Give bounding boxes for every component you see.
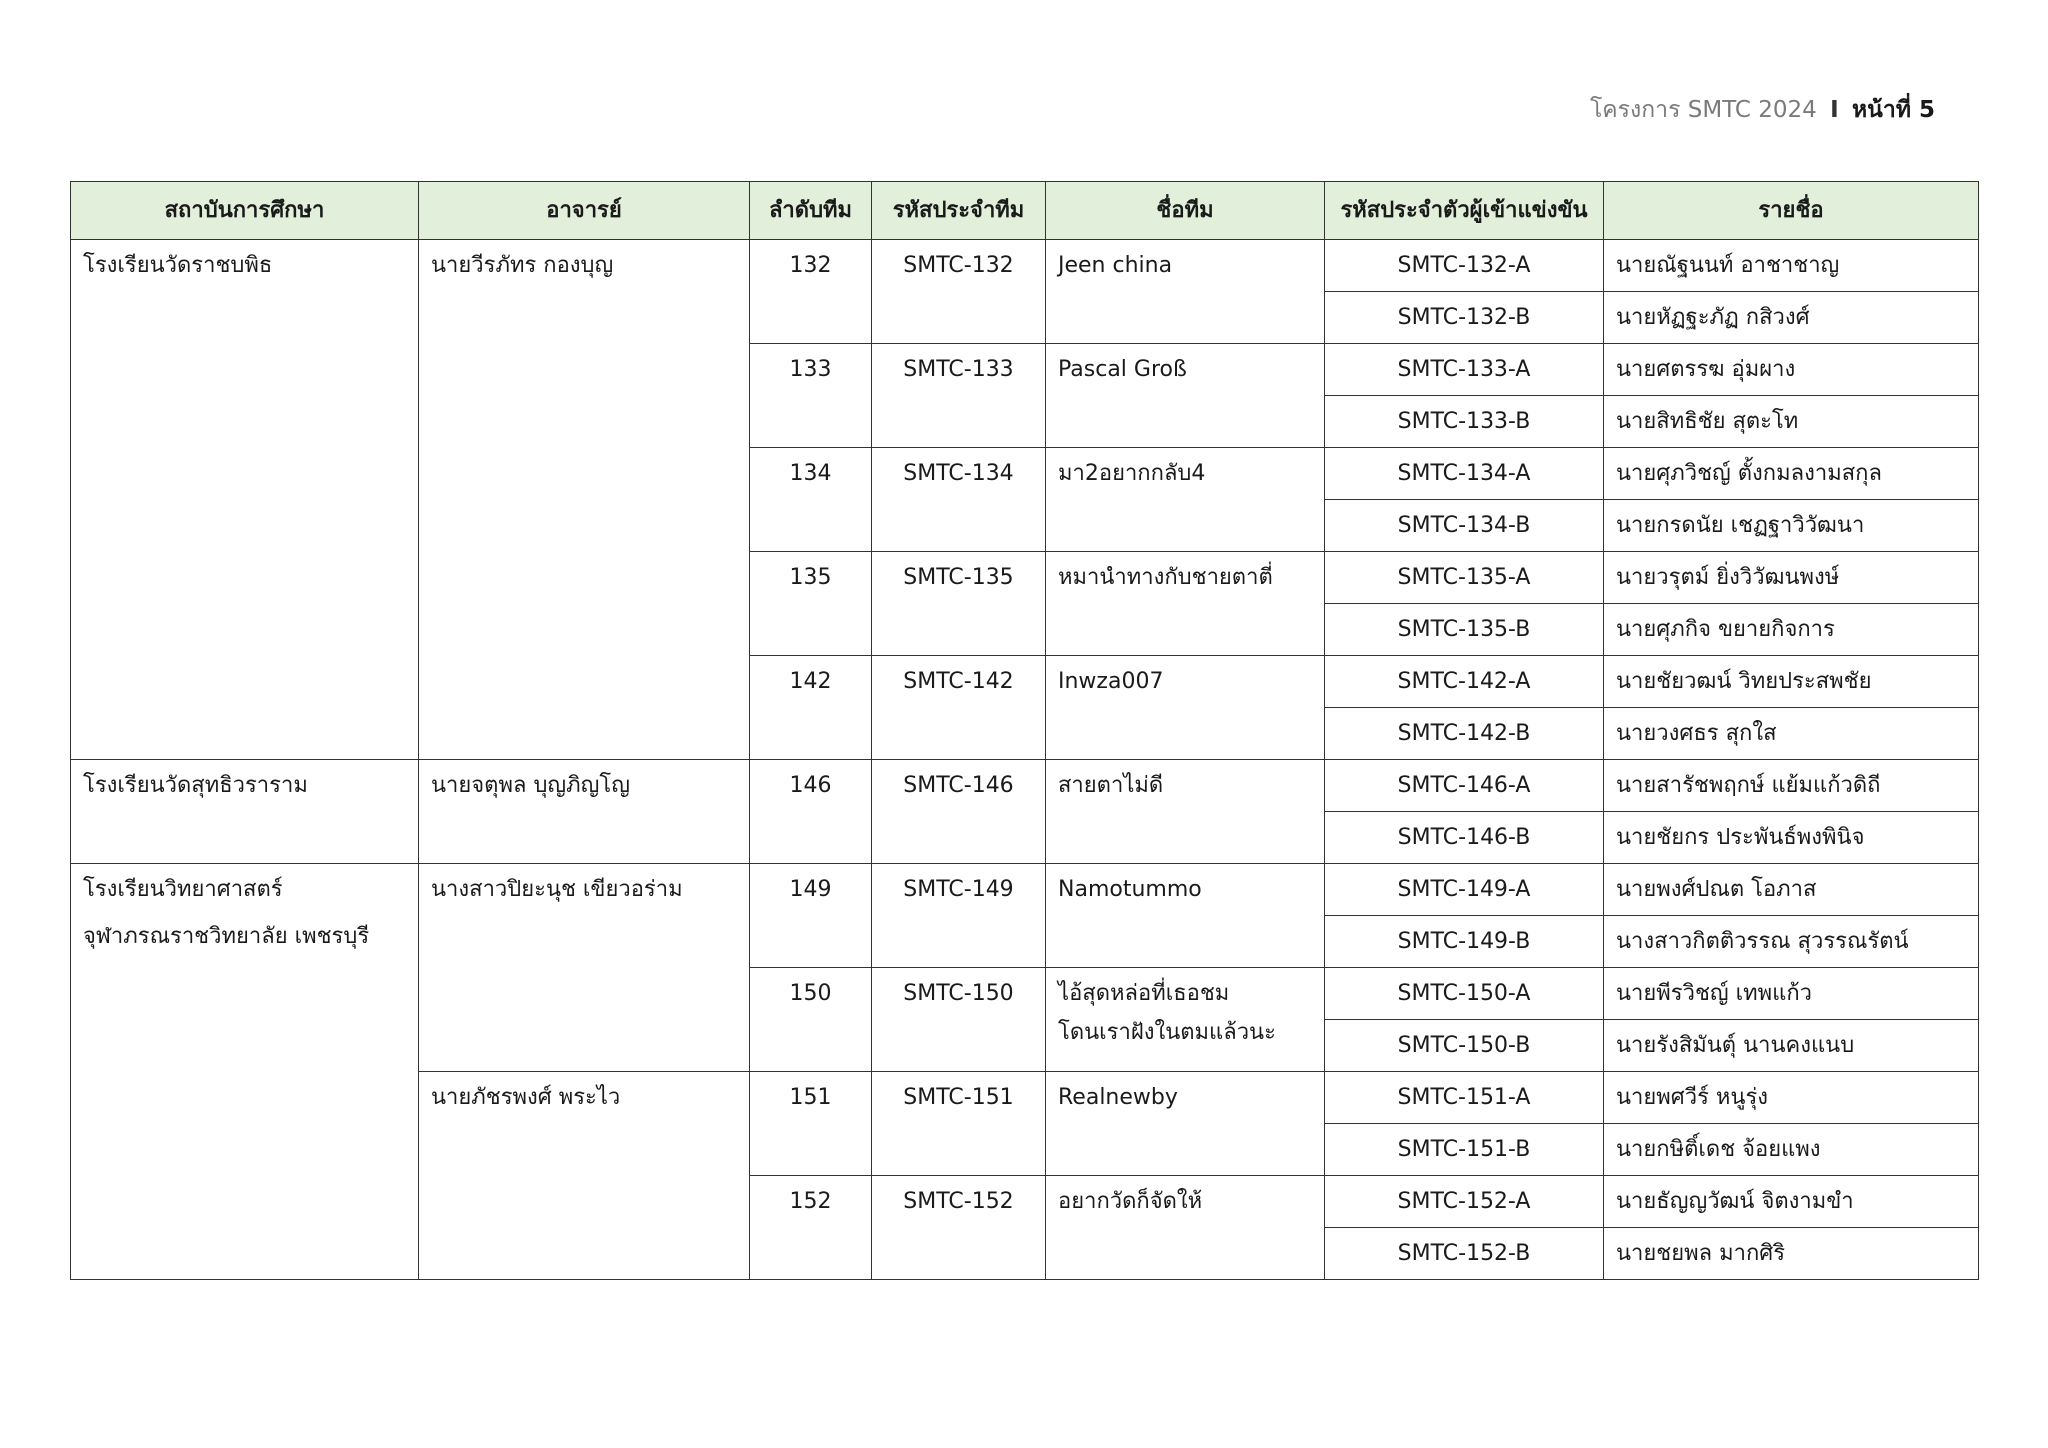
page-number: หน้าที่ 5 [1852,97,1935,123]
team-code-cell: SMTC-149 [872,864,1046,968]
participant-name-cell: นายกรดนัย เชฏฐาวิวัฒนา [1604,500,1979,552]
participant-name-cell: นายศตรรฆ อุ่มผาง [1604,344,1979,396]
team-name-line-2: โดนเราฝังในตมแล้วนะ [1058,1020,1276,1045]
participant-id-cell: SMTC-146-A [1325,760,1604,812]
team-order-cell: 142 [750,656,872,760]
participant-name-cell: นายวงศธร สุกใส [1604,708,1979,760]
team-order-cell: 134 [750,448,872,552]
team-name-line-1: ไอ้สุดหล่อที่เธอชม [1058,981,1230,1006]
institution-cell: โรงเรียนวัดราชบพิธ [71,240,419,760]
participant-id-cell: SMTC-135-B [1325,604,1604,656]
participant-name-cell: นายพศวีร์ หนูรุ่ง [1604,1072,1979,1124]
team-name-cell: สายตาไม่ดี [1046,760,1325,864]
participant-id-cell: SMTC-133-B [1325,396,1604,448]
team-name-cell: หมานำทางกับชายตาตี่ [1046,552,1325,656]
participant-name-cell: นายรังสิมันตุ์ นานคงแนบ [1604,1020,1979,1072]
institution-name-line-2: จุฬาภรณราชวิทยาลัย เพชรบุรี [83,924,370,949]
team-order-cell: 133 [750,344,872,448]
participant-name-cell: นายชัยวฒน์ วิทยประสพชัย [1604,656,1979,708]
participant-id-cell: SMTC-142-A [1325,656,1604,708]
institution-name-line-1: โรงเรียนวิทยาศาสตร์ [83,877,283,902]
advisor-cell: นายจตุพล บุญภิญโญ [419,760,750,864]
team-name-cell: Realnewby [1046,1072,1325,1176]
team-code-cell: SMTC-132 [872,240,1046,344]
participant-id-cell: SMTC-151-B [1325,1124,1604,1176]
column-header-team-code: รหัสประจำทีม [872,182,1046,240]
team-code-cell: SMTC-151 [872,1072,1046,1176]
table-row [71,760,1979,812]
team-name-cell: อยากวัดก็จัดให้ [1046,1176,1325,1280]
header-separator: I [1830,97,1839,123]
team-code-cell: SMTC-134 [872,448,1046,552]
team-name-cell [1046,968,1325,1072]
participant-name-cell: นายศุภกิจ ขยายกิจการ [1604,604,1979,656]
participant-id-cell: SMTC-134-B [1325,500,1604,552]
participant-id-cell: SMTC-151-A [1325,1072,1604,1124]
participant-name-cell: นายหัฏฐะภัฏ กสิวงศ์ [1604,292,1979,344]
institution-cell: โรงเรียนวัดสุทธิวราราม [71,760,419,864]
team-order-cell: 146 [750,760,872,864]
column-header-team-name: ชื่อทีม [1046,182,1325,240]
participant-id-cell: SMTC-152-A [1325,1176,1604,1228]
team-roster-table [70,181,1979,1280]
project-title: โครงการ SMTC 2024 [1589,97,1817,123]
advisor-cell: นายวีรภัทร กองบุญ [419,240,750,760]
participant-name-cell: นายชยพล มากศิริ [1604,1228,1979,1280]
team-order-cell: 152 [750,1176,872,1280]
participant-name-cell: นายสารัชพฤกษ์ แย้มแก้วดิถี [1604,760,1979,812]
participant-id-cell: SMTC-150-B [1325,1020,1604,1072]
team-order-cell: 132 [750,240,872,344]
team-name-cell: Pascal Groß [1046,344,1325,448]
team-name-cell: มา2อยากกลับ4 [1046,448,1325,552]
team-order-cell: 150 [750,968,872,1072]
column-header-participant-name: รายชื่อ [1604,182,1979,240]
participant-id-cell: SMTC-135-A [1325,552,1604,604]
team-code-cell: SMTC-142 [872,656,1046,760]
table-row [71,864,1979,916]
participant-id-cell: SMTC-150-A [1325,968,1604,1020]
participant-id-cell: SMTC-132-A [1325,240,1604,292]
team-name-cell: Namotummo [1046,864,1325,968]
participant-name-cell: นายวรุตม์ ยิ่งวิวัฒนพงษ์ [1604,552,1979,604]
team-code-cell: SMTC-135 [872,552,1046,656]
team-code-cell: SMTC-133 [872,344,1046,448]
participant-name-cell: นายณัฐนนท์ อาชาชาญ [1604,240,1979,292]
participant-id-cell: SMTC-142-B [1325,708,1604,760]
participant-name-cell: นายธัญญวัฒน์ จิตงามขำ [1604,1176,1979,1228]
page-header [1590,92,1935,128]
column-header-participant-id: รหัสประจำตัวผู้เข้าแข่งขัน [1325,182,1604,240]
participant-id-cell: SMTC-152-B [1325,1228,1604,1280]
institution-cell [71,864,419,1280]
participant-name-cell: นายชัยกร ประพันธ์พงพินิจ [1604,812,1979,864]
participant-name-cell: นายพีรวิชญ์ เทพแก้ว [1604,968,1979,1020]
participant-name-cell: นายกษิติ์เดช จ้อยแพง [1604,1124,1979,1176]
participant-id-cell: SMTC-146-B [1325,812,1604,864]
participant-name-cell: นางสาวกิตติวรรณ สุวรรณรัตน์ [1604,916,1979,968]
team-order-cell: 149 [750,864,872,968]
participant-id-cell: SMTC-149-B [1325,916,1604,968]
advisor-cell: นายภัชรพงศ์ พระไว [419,1072,750,1280]
team-order-cell: 135 [750,552,872,656]
team-order-cell: 151 [750,1072,872,1176]
column-header-institution: สถาบันการศึกษา [71,182,419,240]
team-name-cell: Jeen china [1046,240,1325,344]
participant-name-cell: นายสิทธิชัย สุตะโท [1604,396,1979,448]
team-code-cell: SMTC-146 [872,760,1046,864]
team-code-cell: SMTC-150 [872,968,1046,1072]
column-header-advisor: อาจารย์ [419,182,750,240]
participant-name-cell: นายพงศ์ปณต โอภาส [1604,864,1979,916]
team-name-cell: Inwza007 [1046,656,1325,760]
advisor-cell: นางสาวปิยะนุช เขียวอร่าม [419,864,750,1072]
table-header-row [71,182,1979,240]
participant-id-cell: SMTC-134-A [1325,448,1604,500]
participant-id-cell: SMTC-149-A [1325,864,1604,916]
column-header-team-order: ลำดับทีม [750,182,872,240]
participant-name-cell: นายศุภวิชญ์ ตั้งกมลงามสกุล [1604,448,1979,500]
table-row [71,240,1979,292]
participant-id-cell: SMTC-132-B [1325,292,1604,344]
team-code-cell: SMTC-152 [872,1176,1046,1280]
participant-id-cell: SMTC-133-A [1325,344,1604,396]
